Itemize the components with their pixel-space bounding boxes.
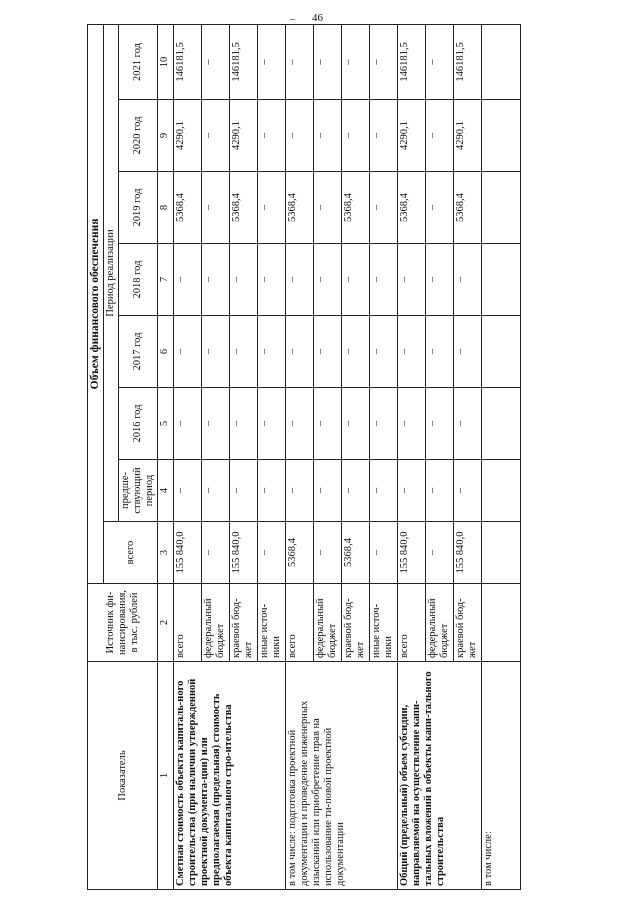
value-cell: 155 840,0: [397, 522, 425, 584]
index-cell: 2: [158, 584, 173, 662]
header-volume: Объем финансового обеспечения: [88, 24, 104, 583]
source-cell: всего: [285, 584, 313, 662]
value-cell: –: [369, 522, 397, 584]
rotated-page-content: [87, 25, 525, 890]
value-cell: –: [257, 100, 285, 172]
indicator-cell: Общий (предельный) объем субсидии, направляемой на осуществление капи-тальных вложений в объекты капи-тального строительства: [397, 662, 481, 890]
value-cell: –: [285, 100, 313, 172]
value-cell: –: [425, 244, 453, 316]
value-cell: –: [397, 460, 425, 522]
value-cell: –: [257, 172, 285, 244]
value-cell: –: [341, 316, 369, 388]
empty-cell: [481, 584, 520, 662]
value-cell: –: [313, 388, 341, 460]
value-cell: 5368,4: [397, 172, 425, 244]
value-cell: –: [201, 522, 229, 584]
value-cell: –: [285, 316, 313, 388]
value-cell: –: [425, 172, 453, 244]
value-cell: –: [257, 316, 285, 388]
source-cell: иные источ-ники: [369, 584, 397, 662]
value-cell: –: [229, 244, 257, 316]
value-cell: –: [257, 460, 285, 522]
value-cell: 5368,4: [341, 172, 369, 244]
value-cell: –: [313, 316, 341, 388]
header-source: Источник фи-нансирования, в тыс. рублей: [88, 584, 158, 662]
index-cell: 6: [158, 316, 173, 388]
value-cell: –: [425, 388, 453, 460]
source-cell: краевой бюд-жет: [341, 584, 369, 662]
value-cell: 4290,1: [173, 100, 201, 172]
value-cell: –: [173, 244, 201, 316]
value-cell: –: [201, 100, 229, 172]
value-cell: –: [341, 100, 369, 172]
indicator-cell: Сметная стоимость объекта капиталь-ного строительства (при наличии утвержденной проектной документа-ции) или предполагаемая (предельная) стоимость объекта капитального стро-ительства: [173, 662, 285, 890]
value-cell: 4290,1: [229, 100, 257, 172]
value-cell: –: [369, 316, 397, 388]
header-year: 2018 год: [119, 244, 158, 316]
header-total: всего: [104, 522, 158, 584]
value-cell: –: [201, 244, 229, 316]
value-cell: 4290,1: [397, 100, 425, 172]
value-cell: –: [285, 388, 313, 460]
value-cell: –: [201, 388, 229, 460]
value-cell: 5368,4: [285, 522, 313, 584]
value-cell: –: [453, 388, 481, 460]
data-row: [173, 24, 201, 889]
index-cell: 9: [158, 100, 173, 172]
source-cell: федеральный бюджет: [313, 584, 341, 662]
value-cell: 155 840,0: [229, 522, 257, 584]
value-cell: –: [201, 316, 229, 388]
empty-cell: [481, 522, 520, 584]
index-row: [158, 24, 173, 889]
value-cell: –: [285, 460, 313, 522]
header-period: Период реализации: [104, 24, 119, 521]
empty-cell: [481, 316, 520, 388]
value-cell: 5368,4: [285, 172, 313, 244]
index-cell: 4: [158, 460, 173, 522]
value-cell: 146181,5: [453, 24, 481, 99]
value-cell: –: [341, 460, 369, 522]
header-previous: предше-ствующий период: [119, 460, 158, 522]
value-cell: –: [201, 460, 229, 522]
empty-cell: [481, 388, 520, 460]
value-cell: –: [313, 460, 341, 522]
data-row: [285, 24, 313, 889]
value-cell: 146181,5: [173, 24, 201, 99]
value-cell: 5368,4: [173, 172, 201, 244]
financing-table: [87, 24, 521, 890]
value-cell: –: [201, 172, 229, 244]
value-cell: –: [173, 388, 201, 460]
value-cell: –: [425, 522, 453, 584]
source-cell: федеральный бюджет: [425, 584, 453, 662]
value-cell: –: [257, 522, 285, 584]
value-cell: –: [313, 172, 341, 244]
indicator-cell: в том числе: подготовка проектной документации и проведение инженерных изысканий или приобретение прав на использование ти-повой проектной документации: [285, 662, 397, 890]
value-cell: –: [453, 244, 481, 316]
header-year: 2016 год: [119, 388, 158, 460]
value-cell: 155 840,0: [453, 522, 481, 584]
empty-cell: [481, 244, 520, 316]
source-cell: краевой бюд-жет: [453, 584, 481, 662]
page-number: 46: [312, 12, 323, 24]
source-cell: краевой бюд-жет: [229, 584, 257, 662]
index-cell: 3: [158, 522, 173, 584]
header-year: 2020 год: [119, 100, 158, 172]
value-cell: –: [425, 460, 453, 522]
value-cell: 146181,5: [229, 24, 257, 99]
value-cell: –: [313, 244, 341, 316]
stray-dash: –: [290, 14, 295, 25]
value-cell: –: [341, 388, 369, 460]
value-cell: –: [341, 244, 369, 316]
value-cell: –: [229, 388, 257, 460]
value-cell: –: [369, 244, 397, 316]
value-cell: –: [425, 316, 453, 388]
index-cell: 7: [158, 244, 173, 316]
value-cell: –: [369, 388, 397, 460]
value-cell: –: [341, 24, 369, 99]
index-cell: 5: [158, 388, 173, 460]
source-cell: иные источ-ники: [257, 584, 285, 662]
value-cell: –: [229, 316, 257, 388]
footer-label: в том числе:: [481, 662, 520, 890]
value-cell: –: [369, 172, 397, 244]
header-year: 2021 год: [119, 24, 158, 99]
empty-cell: [481, 100, 520, 172]
source-cell: всего: [173, 584, 201, 662]
index-cell: 8: [158, 172, 173, 244]
value-cell: –: [229, 460, 257, 522]
header-year: 2019 год: [119, 172, 158, 244]
value-cell: –: [285, 24, 313, 99]
value-cell: –: [425, 24, 453, 99]
value-cell: –: [397, 244, 425, 316]
index-cell: 10: [158, 24, 173, 99]
value-cell: –: [173, 316, 201, 388]
value-cell: –: [397, 316, 425, 388]
value-cell: 4290,1: [453, 100, 481, 172]
value-cell: 5368,4: [229, 172, 257, 244]
value-cell: –: [369, 24, 397, 99]
value-cell: –: [313, 522, 341, 584]
empty-cell: [481, 24, 520, 99]
footer-row: [481, 24, 520, 889]
index-cell: 1: [158, 662, 173, 890]
value-cell: 146181,5: [397, 24, 425, 99]
header-indicator: Показатель: [88, 662, 158, 890]
value-cell: –: [369, 460, 397, 522]
value-cell: –: [257, 388, 285, 460]
value-cell: –: [257, 244, 285, 316]
value-cell: –: [397, 388, 425, 460]
value-cell: –: [425, 100, 453, 172]
header-year: 2017 год: [119, 316, 158, 388]
value-cell: –: [453, 316, 481, 388]
value-cell: 155 840,0: [173, 522, 201, 584]
source-cell: федеральный бюджет: [201, 584, 229, 662]
value-cell: –: [453, 460, 481, 522]
value-cell: –: [313, 100, 341, 172]
value-cell: –: [369, 100, 397, 172]
value-cell: –: [285, 244, 313, 316]
empty-cell: [481, 172, 520, 244]
value-cell: –: [173, 460, 201, 522]
value-cell: 5368,4: [453, 172, 481, 244]
value-cell: 5368,4: [341, 522, 369, 584]
empty-cell: [481, 460, 520, 522]
value-cell: –: [257, 24, 285, 99]
data-row: [397, 24, 425, 889]
value-cell: –: [201, 24, 229, 99]
value-cell: –: [313, 24, 341, 99]
source-cell: всего: [397, 584, 425, 662]
